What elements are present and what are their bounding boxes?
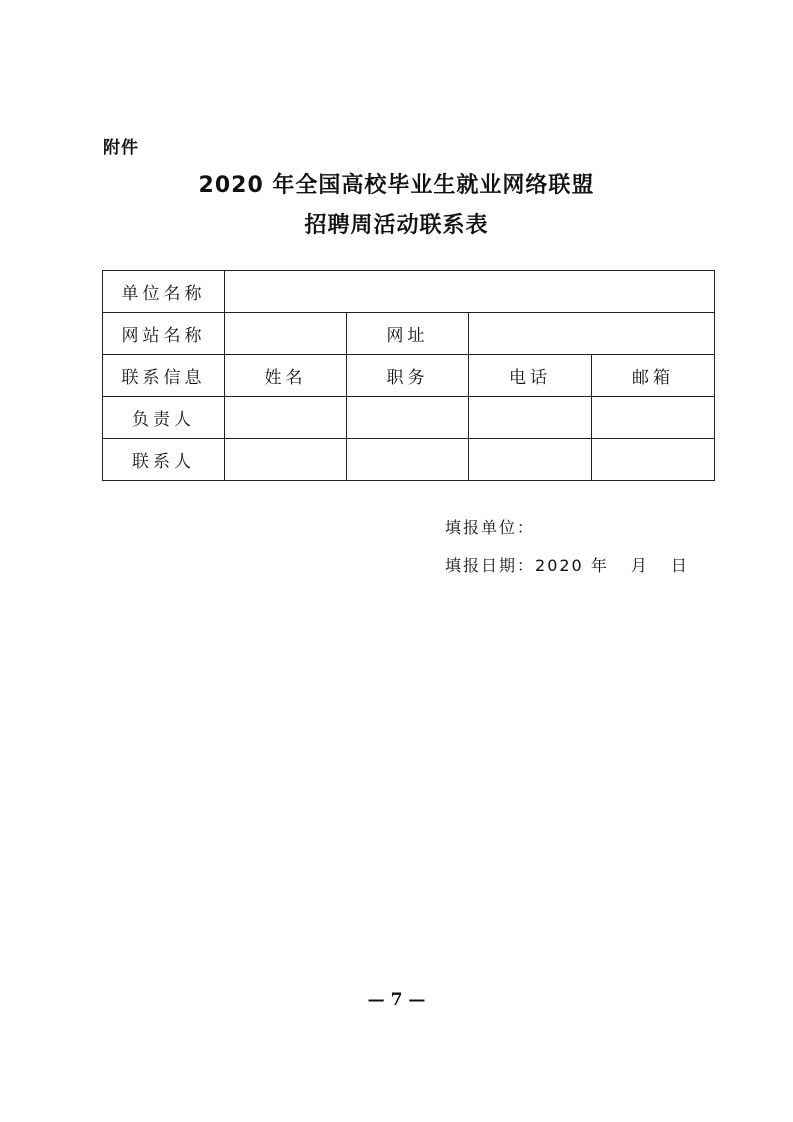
row-label-person-in-charge: 负责人 (103, 397, 225, 439)
year-char: 年 (590, 556, 609, 575)
table-row-headers (103, 355, 715, 397)
person-in-charge-email-field[interactable] (592, 397, 715, 439)
website-url-field[interactable] (469, 313, 715, 355)
table-row-website (103, 313, 715, 355)
document-title-line2: 招聘周活动联系表 (304, 213, 489, 238)
column-header-name: 姓名 (225, 355, 347, 397)
column-header-email: 邮箱 (592, 355, 715, 397)
website-name-label: 网站名称 (103, 313, 225, 355)
month-char: 月 (630, 556, 649, 575)
website-name-field[interactable] (225, 313, 347, 355)
column-header-title: 职务 (347, 355, 469, 397)
row-label-contact-person: 联系人 (103, 439, 225, 481)
reporting-unit-label: 填报单位： (445, 518, 536, 537)
person-in-charge-name-field[interactable] (225, 397, 347, 439)
unit-name-field[interactable] (225, 271, 715, 313)
unit-name-label: 单位名称 (103, 271, 225, 313)
column-header-phone: 电话 (469, 355, 592, 397)
person-in-charge-phone-field[interactable] (469, 397, 592, 439)
day-char: 日 (670, 556, 689, 575)
contact-person-name-field[interactable] (225, 439, 347, 481)
table-row (103, 397, 715, 439)
reporting-unit-line (445, 515, 535, 538)
contact-person-phone-field[interactable] (469, 439, 592, 481)
contact-info-label: 联系信息 (103, 355, 225, 397)
reporting-year: 2020 (535, 556, 584, 575)
reporting-date-line (445, 553, 689, 576)
contact-person-title-field[interactable] (347, 439, 469, 481)
contact-person-email-field[interactable] (592, 439, 715, 481)
contact-form-table (102, 270, 715, 481)
person-in-charge-title-field[interactable] (347, 397, 469, 439)
table-row-unit (103, 271, 715, 313)
attachment-label: 附件 (103, 138, 139, 158)
reporting-date-label: 填报日期： (445, 556, 536, 575)
table-row (103, 439, 715, 481)
document-title-line1: 2020 年全国高校毕业生就业网络联盟 (198, 173, 595, 198)
website-url-label: 网址 (347, 313, 469, 355)
page-number: — 7 — (367, 990, 426, 1010)
